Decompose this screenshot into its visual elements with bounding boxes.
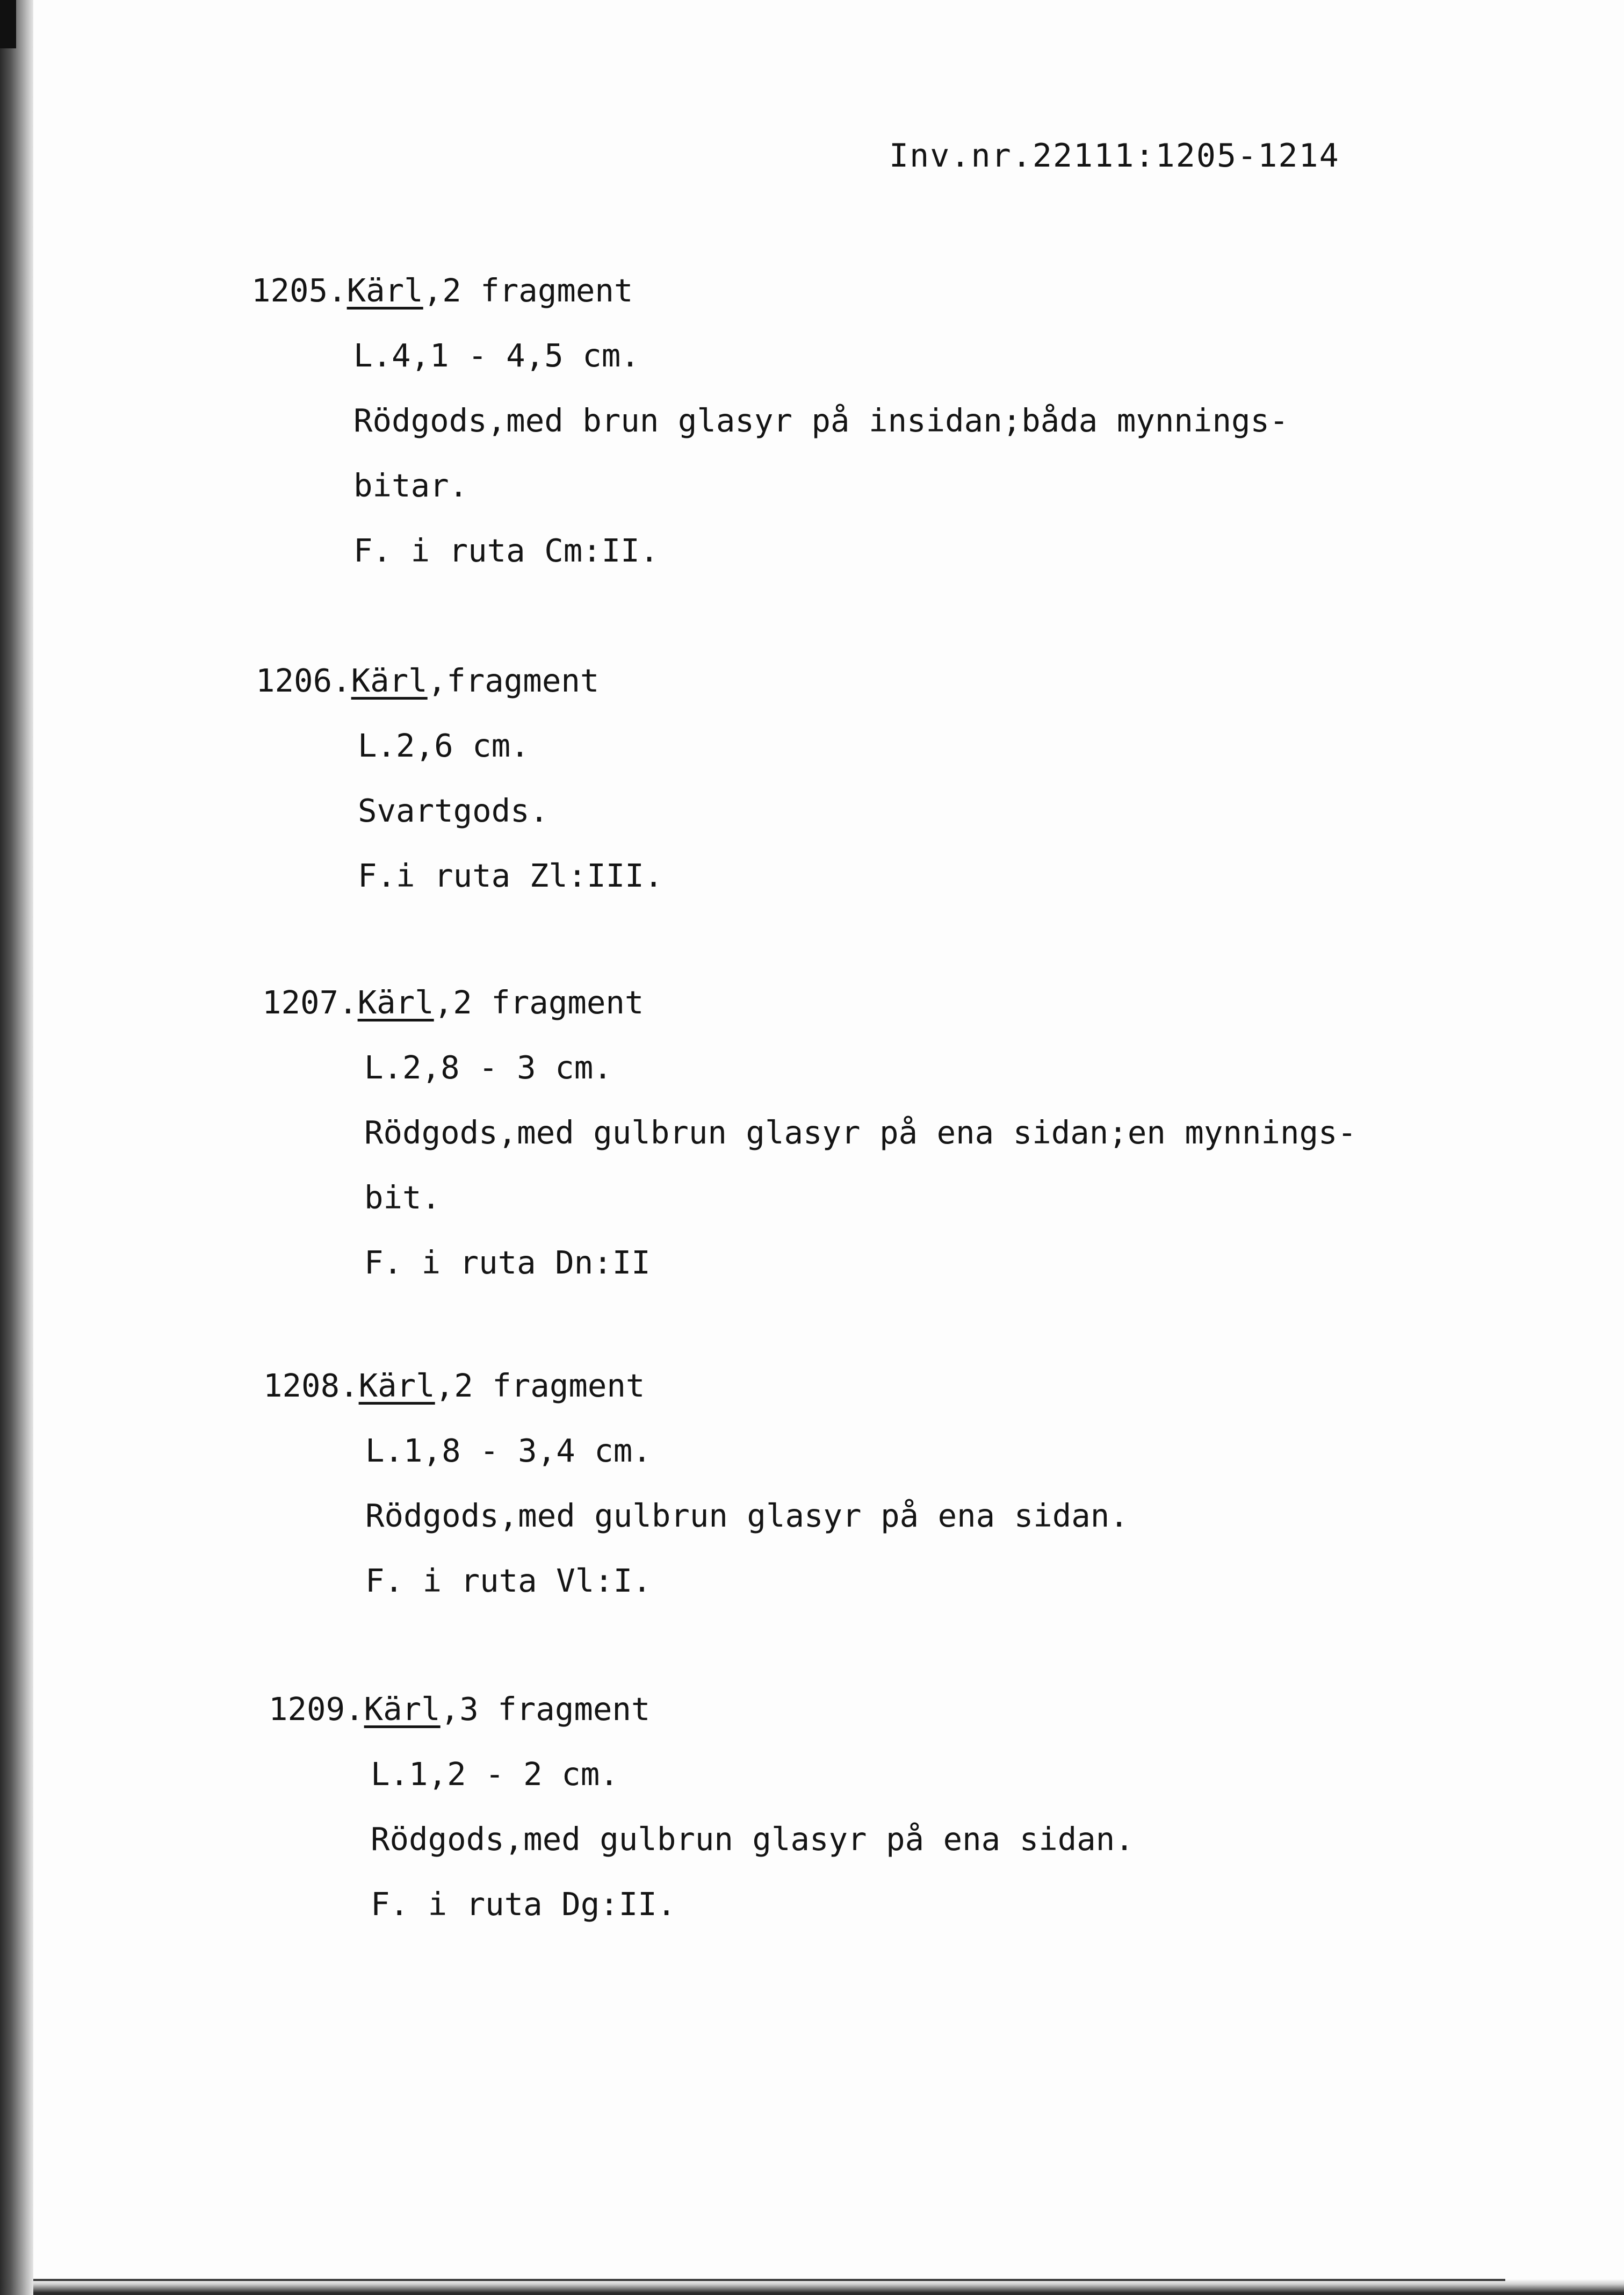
entry-heading <box>251 258 1289 323</box>
entry-findspot: F. i ruta Dg:II. <box>371 1886 676 1923</box>
entry-description: Rödgods,med brun glasyr på insidan;båda mynnings- <box>353 402 1289 439</box>
entry-number: 1207. <box>262 984 358 1021</box>
entry-count: ,fragment <box>427 662 600 699</box>
entry-heading <box>263 1353 1129 1418</box>
entry-heading <box>262 970 1356 1035</box>
entry-length: L.1,2 - 2 cm. <box>371 1756 619 1793</box>
entry-1208 <box>263 1353 1129 1613</box>
entry-heading <box>256 648 663 713</box>
entry-1206 <box>256 648 663 908</box>
entry-description: Svartgods. <box>358 792 549 829</box>
scan-bottom-line <box>33 2279 1505 2281</box>
entry-kind: Kärl <box>364 1690 441 1728</box>
entry-number: 1205. <box>251 272 347 309</box>
entry-kind: Kärl <box>351 662 428 699</box>
scan-left-edge <box>0 0 33 2295</box>
entry-1209 <box>269 1677 1134 1937</box>
entry-1205 <box>251 258 1289 583</box>
entry-count: ,3 fragment <box>440 1690 651 1728</box>
entry-kind: Kärl <box>357 984 434 1021</box>
entry-findspot: F. i ruta Vl:I. <box>365 1562 652 1599</box>
entry-findspot: F.i ruta Zl:III. <box>358 857 663 894</box>
entry-description: Rödgods,med gulbrun glasyr på ena sidan;en mynnings- <box>364 1114 1357 1151</box>
entry-length: L.2,6 cm. <box>358 727 530 764</box>
entry-count: ,2 fragment <box>434 984 644 1021</box>
scan-bottom-edge <box>33 2279 1624 2295</box>
entry-length: L.1,8 - 3,4 cm. <box>365 1432 652 1469</box>
entry-number: 1208. <box>263 1367 359 1404</box>
entry-count: ,2 fragment <box>435 1367 645 1404</box>
entry-number: 1209. <box>269 1690 364 1728</box>
scan-corner-mark <box>0 0 16 48</box>
entry-kind: Kärl <box>358 1367 435 1404</box>
inventory-number: Inv.nr.22111:1205-1214 <box>889 137 1340 175</box>
entry-count: ,2 fragment <box>423 272 633 309</box>
entry-findspot: F. i ruta Cm:II. <box>353 532 659 569</box>
entry-description-cont: bit. <box>364 1179 441 1216</box>
entry-description: Rödgods,med gulbrun glasyr på ena sidan. <box>365 1497 1129 1534</box>
entry-length: L.4,1 - 4,5 cm. <box>353 337 640 374</box>
entry-number: 1206. <box>256 662 351 699</box>
entry-heading <box>269 1677 1134 1742</box>
entry-1207 <box>262 970 1356 1295</box>
entry-description-cont: bitar. <box>353 467 468 504</box>
entry-kind: Kärl <box>347 272 423 309</box>
entry-description: Rödgods,med gulbrun glasyr på ena sidan. <box>371 1821 1134 1858</box>
entry-length: L.2,8 - 3 cm. <box>364 1049 612 1086</box>
entry-findspot: F. i ruta Dn:II <box>364 1244 651 1281</box>
